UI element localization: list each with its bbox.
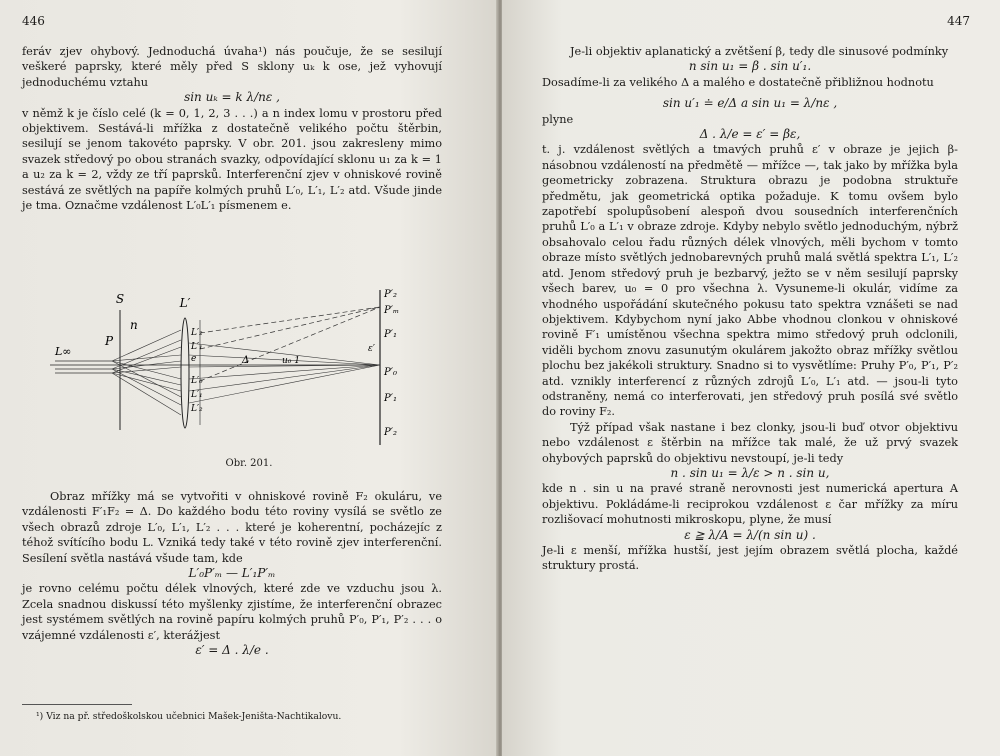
label-eps: ε′ [368, 344, 375, 354]
left-text-bottom [22, 489, 442, 658]
diffracted-rays [112, 330, 380, 415]
footnote-rule [22, 704, 132, 705]
label-n: n [130, 318, 138, 332]
label-S: S [115, 292, 125, 306]
label-L2-bot: L′₂ [191, 404, 203, 414]
label-P1-bot: P′₁ [384, 393, 398, 404]
left-equation-1: sin uₖ = k λ/nε , [184, 90, 280, 105]
label-L: L′ [179, 296, 191, 310]
left-para-3: Obraz mřížky má se vytvořiti v ohniskové rovině F₂ okuláru, ve vzdálenosti F′₁F₂ = Δ. Do každého bodu této roviny vysílá se světlo ze všech obrazů zdroje L′₀, L′₁, L′₂ . . . které je koherentní, pocházejíc z téhož svítícího bodu L. Vzniká tedy také v této rovině zjev interferenční. Sesílení světla nastává všude tam, kde [22, 490, 442, 565]
right-para-3: t. j. vzdálenost světlých a tmavých pruhů ε′ v obraze je jejich β-násobnou vzdáleností na předmětě — mřížce —, tak jako by mřížka byla geometricky zobrazena. Struktura obrazu je podobna struktuře předmětu, jak geometrická optika požaduje. K tomu ovšem bylo zapotřebí spolupůsobení alespoň dvou sousedních interferenčních pruhů L′₀ a L′₁ v obraze zdroje. Kdyby nebylo světlo jednoduchým, nýbrž obsahovalo celou řadu různých délek vlnových, měli bychom v tomto obraze místo světlých jednobarevných pruhů malá světlá spektra L′₁, L′₂ atd. Jenom středový pruh je bezbarvý, ježto se v něm sesilují paprsky všech barev, u₀ = 0 pro všechna λ. Vysuneme-li okulár, vidíme za vhodného uspořádání skutečného pokusu tato spektra vznášeti se nad objektivem. Kdybychom nyní jako Abbe vhodnou clonkou v ohniskové rovině F′₁ umístěnou všechna spektra mimo středový pruh odclonili, viděli bychom znovu zasunutým okulárem jakožto obraz mřížky světlou plochu bez jakékoli struktury. Snadno si to vysvětlíme: Pruhy P′₀, P′₁, P′₂ atd. vznikly interferencí z různých zdrojů L′₀, L′₁ atd. — jsou-li tyto odstraněny, nemá co interferovati, jen středový pruh posílá své světlo do roviny F₂. [542, 143, 958, 419]
right-text [542, 44, 958, 574]
label-Linf: L∞ [55, 345, 72, 358]
incoming-rays [55, 361, 112, 373]
right-plyne: plyne [542, 112, 574, 126]
objective-lens [181, 318, 189, 428]
page-number-left: 446 [22, 14, 45, 28]
label-delta: Δ [242, 355, 250, 366]
optics-figure [50, 285, 410, 450]
right-equation-5: ε ≧ λ/A = λ/(n sin u) . [684, 527, 816, 542]
label-e: e [191, 354, 197, 364]
left-para-2: v němž k je číslo celé (k = 0, 1, 2, 3 . . .) a n index lomu v prostoru před objektivem. Sestává-li mřížka z dostatečně velikého počtu štěrbin, sesilují se jenom takovéto paprsky. V obr. 201. jsou zakresleny mimo svazek středový po obou stranách svazky, odpovídající sklonu u₁ za k = 1 a u₂ za k = 2, vždy ze tří paprsků. Interferenční zjev v ohniskové rovině sestává ze světlých na papíře kolmých pruhů L′₀, L′₁, L′₂ atd. Všude jinde je tma. Označme vzdálenost L′₀L′₁ písmenem e. [22, 106, 442, 213]
label-P: P [105, 334, 114, 348]
label-L2-top: L′₂ [191, 328, 203, 338]
label-Pm: P′ₘ [384, 305, 400, 316]
label-P0: P′₀ [384, 367, 398, 378]
left-equation-3: ε′ = Δ . λ/e . [195, 643, 269, 658]
right-para-2: Dosadíme-li za velikého Δ a malého e dostatečně přibližnou hodnotu [542, 75, 934, 89]
left-para-1: feráv zjev ohybový. Jednoduchá úvaha¹) nás poučuje, že se sesilují veškeré paprsky, které měly před S sklony uₖ k ose, jež vyhovují jednoduchému vztahu [22, 45, 442, 89]
label-u0: u₀ 1 [282, 356, 300, 366]
right-para-4: Týž případ však nastane i bez clonky, jsou-li buď otvor objektivu nebo vzdálenost ε štěrbin na mřížce tak malé, že už prvý svazek ohybových paprsků do objektivu nevstoupí, je-li tedy [542, 420, 958, 465]
right-page [502, 0, 1000, 756]
footnote: ¹) Viz na př. středoškolskou učebnici Mašek-Jeništa-Nachtikalovu. [36, 711, 342, 722]
label-P2-top: P′₂ [384, 289, 398, 300]
left-text-top [22, 44, 442, 213]
left-para-4: je rovno celému počtu délek vlnových, které zde ve vzduchu jsou λ. Zcela snadnou diskussí této myšlenky zjistíme, že interferenční obrazec jest systémem světlých na rovině papíru kolmých pruhů P′₀, P′₁, P′₂ . . . o vzájemné vzdálenosti ε′, kterážjest [22, 582, 442, 642]
label-L1-top: L′₁ [191, 342, 203, 352]
right-para-6: Je-li ε menší, mřížka hustší, jest jejím obrazem světlá plocha, každé struktury prostá. [542, 544, 958, 573]
left-page [0, 0, 498, 756]
right-equation-2: sin u′₁ ≐ e/Δ a sin u₁ = λ/nε , [662, 96, 838, 111]
right-equation-3: Δ . λ/e = ε′ = βε, [699, 127, 801, 142]
right-equation-4: n . sin u₁ = λ/ε > n . sin u, [670, 465, 830, 480]
interference-dashed-lines [200, 307, 380, 381]
figure-caption: Obr. 201. [225, 458, 273, 469]
label-L1-bot: L′₁ [191, 390, 203, 400]
label-P2-bot: P′₂ [384, 427, 398, 438]
left-equation-2: L′₀P′ₘ — L′₁P′ₘ [188, 566, 276, 581]
right-equation-1: n sin u₁ = β . sin u′₁. [688, 59, 812, 74]
label-P1-top: P′₁ [384, 329, 398, 340]
right-para-1: Je-li objektiv aplanatický a zvětšení β, tedy dle sinusové podmínky [570, 45, 949, 58]
label-L0: L′₀ [191, 376, 203, 386]
page-number-right: 447 [947, 14, 970, 28]
right-para-5: kde n . sin u na pravé straně nerovnosti jest numerická apertura A objektivu. Pokládáme-li reciprokou vzdálenost ε čar mřížky za míru rozlišovací mohutnosti mikroskopu, plyne, že musí [542, 482, 958, 527]
